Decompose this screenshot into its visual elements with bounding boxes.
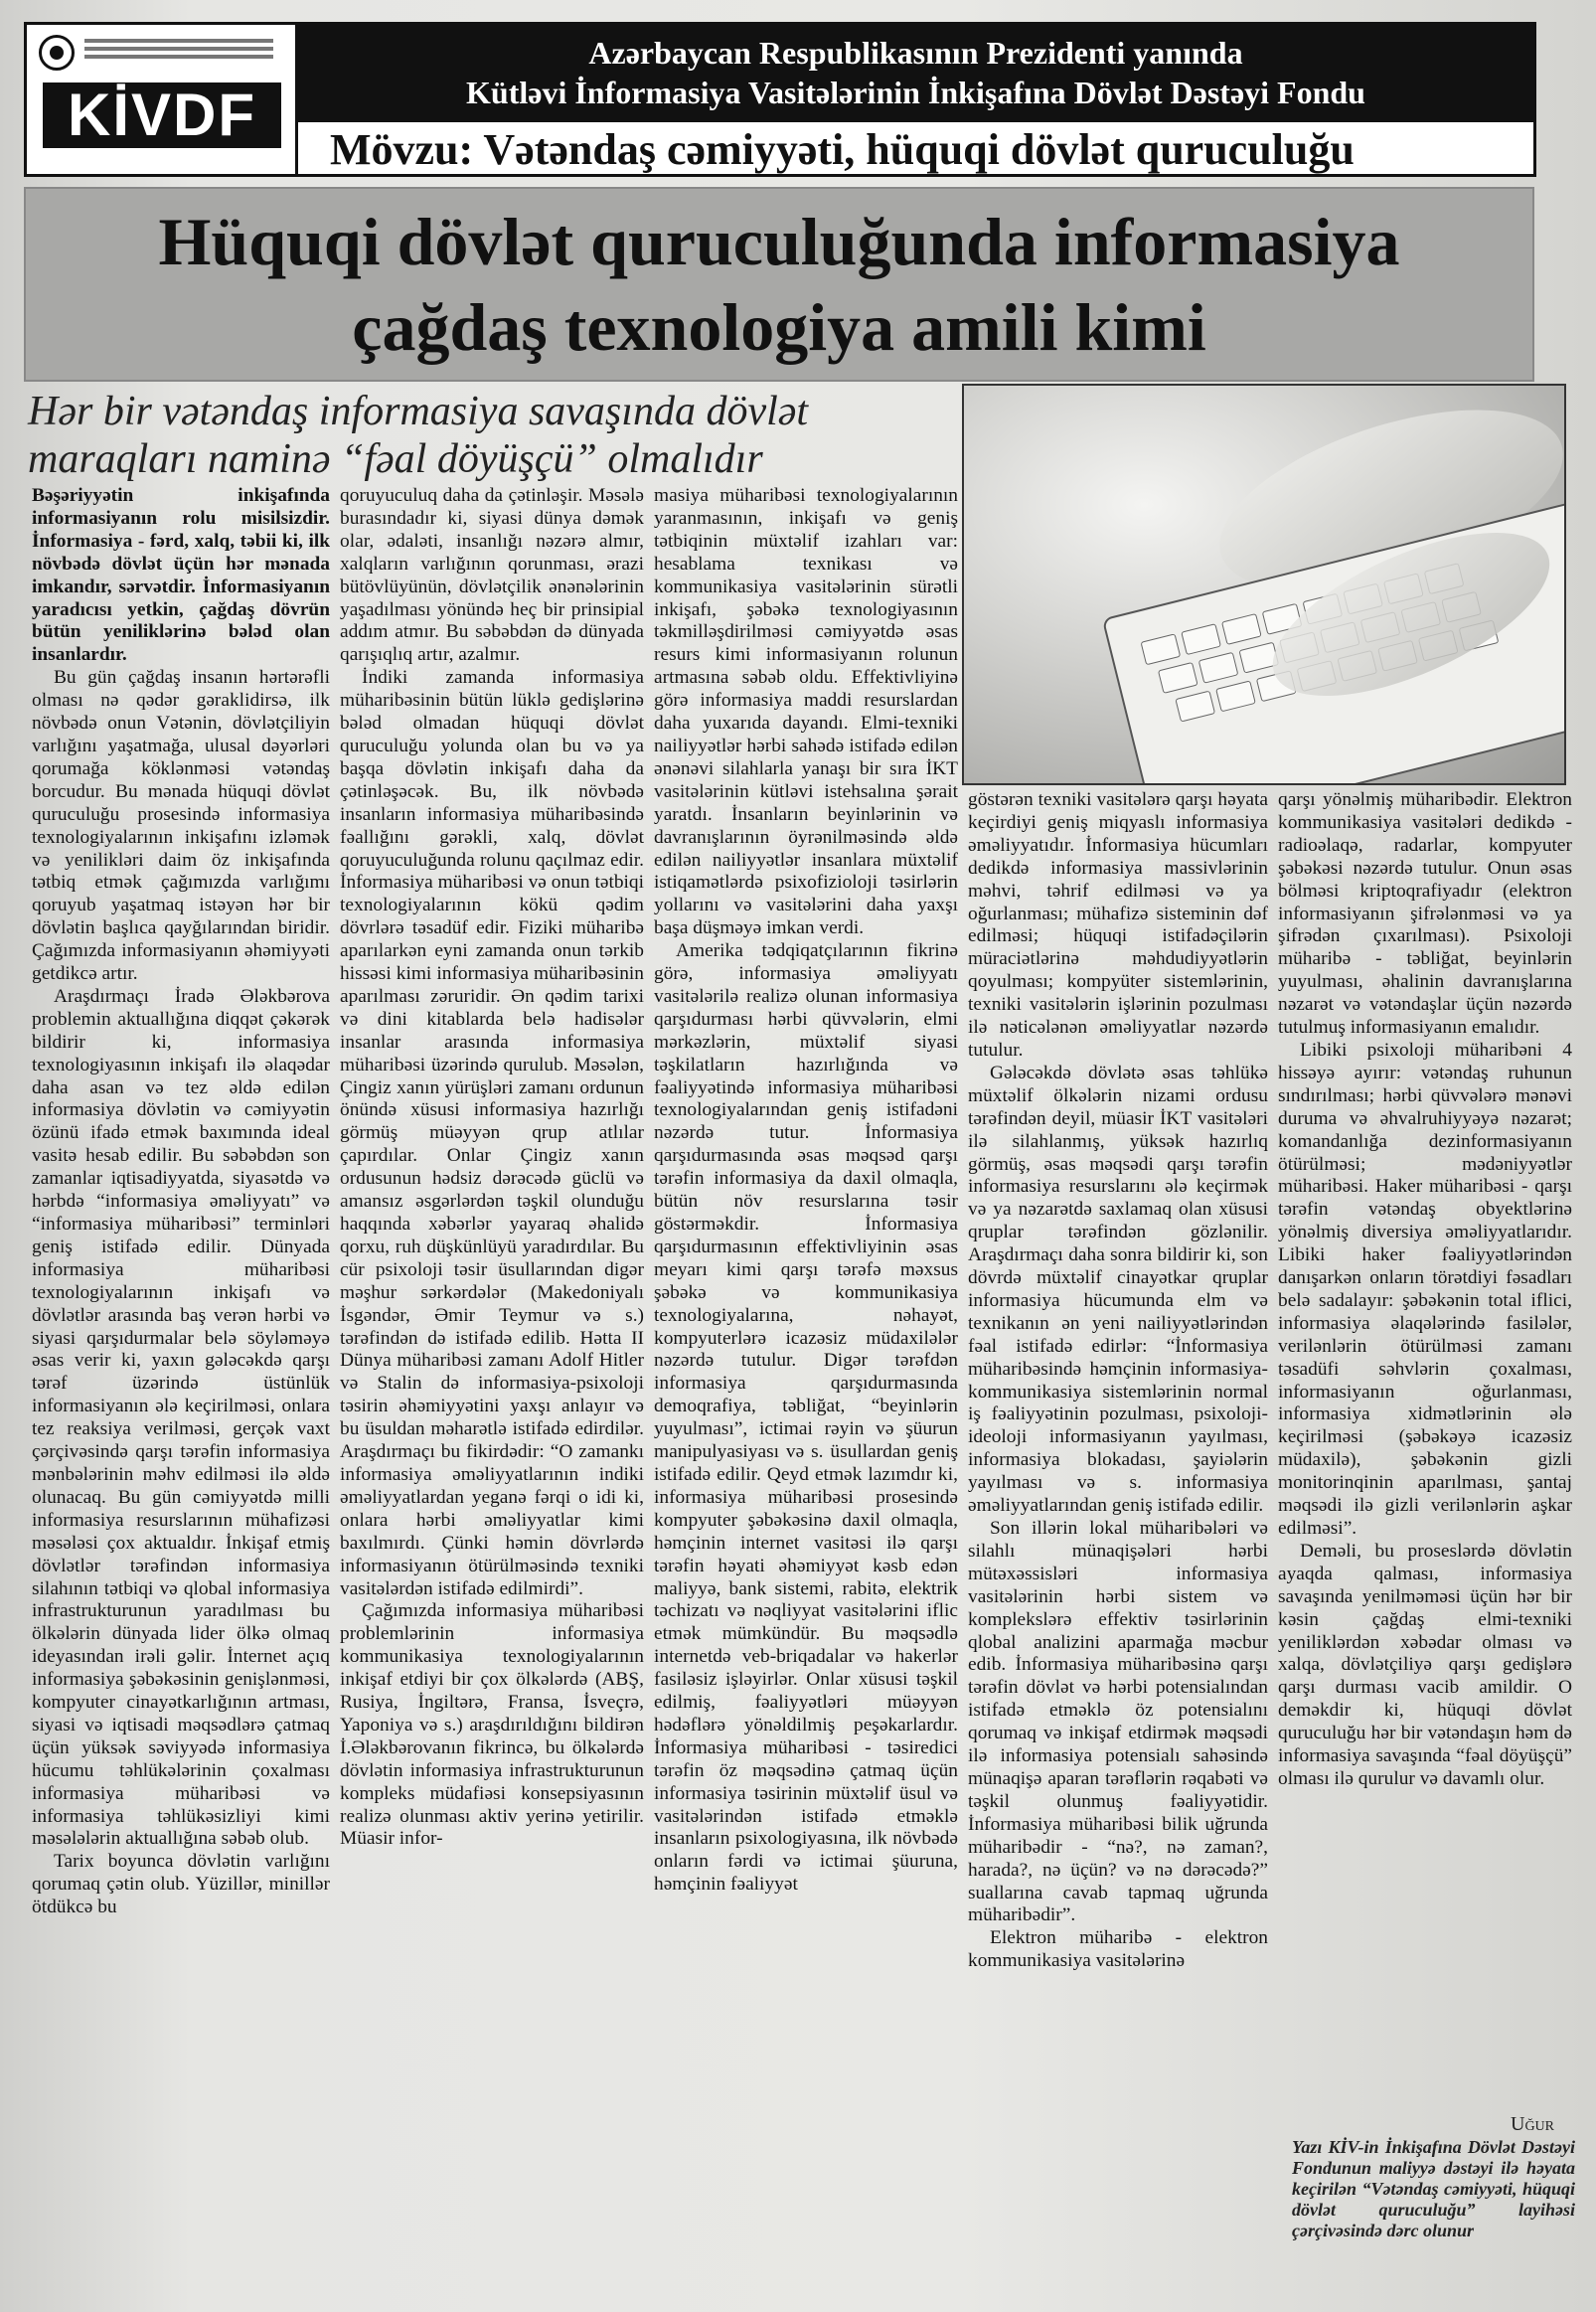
- column-3: [654, 485, 958, 1897]
- paragraph: qarşı yönəlmiş müharibədir. Elektron kommunikasiya vasitələri dedikdə - radioəlaqə, radarlar, kompyuter şəbəkəsi nəzərdə tutulur. Onun əsas bölməsi kriptoqrafiyadır (elektron informasiyanın şifrələnməsi və ya şifrədən çıxarılması). Psixoloji müharibə - təbliğat, beyinlərin yuyulması, əhalinin davranışlarına nəzarət və vətəndaşlar üçün nəzərdə tutulmuş informasiyanın emalıdır.: [1278, 789, 1572, 1039]
- logo-text: KİVDF: [43, 83, 281, 148]
- masthead: [24, 22, 1536, 177]
- headline: [26, 199, 1532, 370]
- paragraph: Tarix boyunca dövlətin varlığını qorumaq çətin olub. Yüzillər, minillər ötdükcə bu: [32, 1851, 330, 1918]
- fund-line-1: Azərbaycan Respublikasının Prezidenti yanında: [588, 35, 1243, 71]
- column-4: [968, 789, 1268, 1973]
- headline-line-1: Hüquqi dövlət quruculuğunda informasiya: [158, 204, 1400, 279]
- paragraph: Araşdırmaçı İradə Ələkbərova problemin aktuallığına diqqət çəkərək bildirir ki, informasiya texnologiyasının inkişafı ilə əlaqədar daha asan və tez əldə edilən informasiya dövlətin və cəmiyyətin özünü ifadə etmək baxımında ideal vasitə hesab edilir. Bu səbəbdən son zamanlar iqtisadiyyatda, siyasətdə və hərbdə “informasiya əməliyyatı” və “informasiya müharibəsi” terminləri geniş istifadə edilir. Dünyada informasiya müharibəsi texnologiyalarının inkişafı və dövlətlər arasında baş verən hərbi və siyasi qarşıdurmalar belə söyləməyə əsas verir ki, yaxın gələcəkdə qarşı tərəf üzərində üstünlük informasiyanın ələ keçirilməsi, onlara tez reaksiya verilməsi, gerçək vaxt çərçivəsində qarşı tərəfin informasiya mənbələrinin məhv edilməsi ilə əldə olunacaq. Bu gün cəmiyyətdə milli informasiya resurslarının mühafizəsi məsələsi çox aktualdır. İnkişaf etmiş dövlətlər tərəfindən informasiya silahının tətbiqi və qlobal informasiya infrastrukturunun yaradılması bu ölkələrin dünyada lider ölkə olmaq ideyasından irəli gəlir. İnternet açıq informasiya şəbəkəsinin genişlənməsi, kompyuter cinayətkarlığının artması, siyasi və iqtisadi məqsədlərə çatmaq üçün yüksək səviyyədə informasiya hücumu təhlükələrinin çoxalması informasiya müharibəsi və informasiya təhlükəsizliyi kimi məsələlərin aktuallığına səbəb olub.: [32, 985, 330, 1850]
- paragraph: Deməli, bu proseslərdə dövlətin ayaqda qalması, informasiya savaşında yenilməməsi üçün hər bir kəsin çağdaş elmi-texniki yeniliklərdən xəbədar olması və xalqa, dövlətçiliyə qarşı gedişlərə qarşı durması vacib amildir. O deməkdir ki, hüquqi dövlət quruculuğu hər bir vətəndaşın həm də informasiya savaşında “fəal döyüşçü” olması ilə qurulur və davamlı olur.: [1278, 1540, 1572, 1789]
- paragraph: Amerika tədqiqatçılarının fikrinə görə, informasiya əməliyyatı vasitələrilə realizə olunan informasiya qarşıdurması hərbi qüvvələrin, elmi mərkəzlərin, müxtəlif siyasi təşkilatların hazırlığında və fəaliyyətində informasiya müharibəsi texnologiyalarından geniş istifadəni nəzərdə tutur. İnformasiya qarşıdurmasında əsas məqsəd qarşı tərəfin informasiya da daxil olmaqla, bütün növ resurslarına təsir göstərməkdir. İnformasiya qarşıdurmasının effektivliyinin əsas meyarı kimi qarşı tərəfə məxsus şəbəkə və kommunikasiya texnologiyalarına, nəhayət, kompyuterlərə icazəsiz müdaxilələr nəzərdə tutulur. Digər tərəfdən informasiya qarşıdurmasında demoqrafiya, təbliğat, “beyinlərin yuyulması”, ictimai rəyin və şüurun manipulyasiyası və s. üsullardan geniş istifadə edilir. Qeyd etmək lazımdır ki, informasiya müharibəsi prosesində kompyuter şəbəkəsinə daxil olmaqla, həmçinin internet vasitəsi ilə qarşı tərəfin həyati əhəmiyyət kəsb edən maliyyə, bank sistemi, rabitə, elektrik təchizatı və nəqliyyat vasitələrini iflic etmək mümkündür. Bu məqsədlə internetdə veb-briqadalar və hakerlər fasiləsiz işləyirlər. Onlar xüsusi təşkil edilmiş, fəaliyyətləri müəyyən hədəflərə yönəldilmiş peşəkarlardır. İnformasiya müharibəsi - təsiredici tərəfin öz məqsədinə çatmaq üçün informasiya təsirinin müxtəlif üsul və vasitələrindən istifadə etməklə insanların psixologiyasına, ilk növbədə onların fərdi və ictimai şüuruna, həmçinin fəaliyyət: [654, 940, 958, 1896]
- headline-line-2: çağdaş texnologiya amili kimi: [352, 289, 1206, 365]
- kivdf-logo: [27, 25, 298, 174]
- fund-name: [298, 25, 1533, 119]
- subheadline: Hər bir vətəndaş informasiya savaşında dövlət maraqları naminə “fəal döyüşçü” olmalıdır: [28, 389, 809, 482]
- headline-box: [24, 187, 1534, 382]
- paragraph: göstərən texniki vasitələrə qarşı həyata keçirdiyi geniş miqyaslı informasiya əməliyyatıdır. İnformasiya hücumları dedikdə informasiya massivlərinin məhvi, təhrif edilməsi və ya oğurlanması; mühafizə sisteminin dəf edilməsi; hüquqi istifadəçilərin müraciətlərinə məhdudiyyətlərin qoyulması; kompyüter sistemlərinin, texniki vasitələrin işlərinin pozulması ilə nəticələnən əməliyyatlar nəzərdə tutulur.: [968, 789, 1268, 1061]
- column-1: [32, 485, 330, 1919]
- logo-small-print: [84, 39, 273, 69]
- paragraph: masiya müharibəsi texnologiyalarının yaranmasının, inkişafı və geniş tətbiqinin müxtəlif izahları var: hesablama texnikası və kommunikasiya vasitələrinin sürətli inkişafı, şəbəkə texnologiyasının təkmilləşdirilməsi cəmiyyətdə əsas resurs kimi informasiyanın rolunun artmasına səbəb oldu. Effektivliyinə görə informasiya maddi resurslardan daha yuxarıda dayandı. Elmi-texniki nailiyyətlər hərbi sahədə istifadə edilən ənənəvi silahlarla yanaşı bir sıra İKT vasitələrinin kütləvi istehsalına şərait yaratdı. İnsanların beyinlərinin və davranışlarının öyrənilməsində əldə edilən nailiyyətlər insanlara müxtəlif istiqamətlərdə psixofizioloji təsirlərin yollarını və vasitələrini daha yaxşı başa düşməyə imkan verdi.: [654, 485, 958, 939]
- paragraph: qoruyuculuq daha da çətinləşir. Məsələ burasındadır ki, siyasi dünya dəmək olar, ədaləti, insanlığı nəzərə almır, xalqların varlığının qorunması, ərazi bütövlüyünün, dövlətçilik ənənələrinin yaşadılması yönündə heç bir prinsipial addım atmır. Bu səbəbdən də dünyada qarışıqlıq artır, azalmır.: [340, 485, 644, 666]
- paragraph: İndiki zamanda informasiya müharibəsinin bütün lüklə gedişlərinə bələd olmadan hüquqi dövlət quruculuğu yolunda olan bu və ya başqa dövlətin inkişafı daha da çətinləşəcək. Bu, ilk növbədə insanların informasiya müharibəsində fəallığını gərəkli, xalq, dövlət qoruyuculuğunda rolunu qaçılmaz edir. İnformasiya müharibəsi və onun tətbiqi texnologiyalarının kökü qədim dövrlərə təsadüf edir. Fiziki müharibə aparılarkən eyni zamanda onun tərkib hissəsi kimi informasiya müharibəsinin aparılması zəruridir. Ən qədim tarixi və dini kitablarda belə hadisələr insanlar arasında informasiya müharibəsi üzərində qurulub. Məsələn, Çingiz xanın yürüşləri zamanı ordunun önündə xüsusi informasiya hazırlığı görmüş müəyyən qrup atlılar çapırdılar. Onlar Çingiz xanın ordusunun hədsiz dərəcədə güclü və amansız əsgərlərdən təşkil olunduğu haqqında xəbərlər yayaraq əhalidə qorxu, ruh düşkünlüyü yaradırdılar. Bu cür psixoloji təsir üsullarından digər məşhur sərkərdələr (Makedoniyalı İsgəndər, Əmir Teymur və s.) tərəfindən də istifadə edilib. Hətta II Dünya müharibəsi zamanı Adolf Hitler və Stalin də informasiya-psixoloji təsirin əhəmiyyətini yaxşı anlayır və bu üsuldan məharətlə istifadə edirdilər. Araşdırmaçı bu fikirdədir: “O zamankı informasiya əməliyyatlarının indiki əməliyyatlardan yeganə fərqi o idi ki, onlara hərbi əməliyyatlar kimi baxılmırdı. Çünki həmin dövrlərdə informasiyanın ötürülməsində texniki vasitələrdən istifadə edilmirdi”.: [340, 667, 644, 1599]
- paragraph: Elektron müharibə - elektron kommunikasiya vasitələrinə: [968, 1927, 1268, 1972]
- paragraph: Libiki psixoloji müharibəni 4 hissəyə ayırır: vətəndaş ruhunun sındırılması; hərbi qüvvələrə mənəvi duruma və əhvalruhiyyəyə nəzarət; komandanlığa dezinformasiyanın ötürülməsi; mədəniyyətlər müharibəsi. Haker müharibəsi - qarşı tərəfin vətəndaş obyektlərinə yönəlmiş diversiya əməliyyatlarıdır. Libiki haker fəaliyyətlərindən danışarkən onların törətdiyi fəsadları belə sadalayır: şəbəkənin total iflici, informasiya əlaqələrində fasilələr, verilənlərin ötürülməsi zamanı təsadüfi səhvlərin çoxalması, informasiyanın oğurlanması, informasiya xidmətlərinin ələ keçirilməsi (şəbəkəyə icazəsiz müdaxilə), şəbəkənin gizli monitorinqinin aparılması, şantaj məqsədi ilə gizli verilənlərin aşkar edilməsi”.: [1278, 1039, 1572, 1539]
- state-emblem-icon: [39, 35, 75, 71]
- paragraph: Gələcəkdə dövlətə əsas təhlükə müxtəlif ölkələrin nizami ordusu tərəfindən deyil, müasir İKT vasitələri ilə silahlanmış, yüksək hazırlıq görmüş, əsas məqsədi qarşı tərəfin informasiya resurslarını ələ keçirmək və ya nəzarətdə saxlamaq olan xüsusi qruplar tərəfindən gözlənilir. Araşdırmaçı daha sonra bildirir ki, son dövrdə müxtəlif cinayətkar qruplar informasiya hücumunda elm və texnikanın ən yeni nailiyyətlərindən fəal istifadə edirlər: “İnformasiya müharibəsində həmçinin informasiya-kommunikasiya sistemlərinin normal iş fəaliyyətinin pozulması, psixoloji-ideoloji informasiyanın yayılması, informasiya blokadası, şayiələrin yayılması və s. informasiya əməliyyatlarından geniş istifadə edilir.: [968, 1062, 1268, 1517]
- paragraph: Bu gün çağdaş insanın hərtərəfli olması nə qədər gəraklidirsə, ilk növbədə onun Vətənin, dövlətçiliyin varlığını yaşatmağa, ulusal dəyərləri qorumağa köklənməsi vətəndaş borcudur. Bu mənada hüquqi dövlət quruculuğu prosesində informasiya texnologiyalarının inkişafını izləmək və yenilikləri daim öz inkişafında tətbiq etmək çağımızda varlığımı qoruyub yaşatmaq istəyən hər bir dövlətin başlıca qayğılarından biridir. Çağımızda informasiyanın əhəmiyyəti getdikcə artır.: [32, 667, 330, 985]
- funding-footnote: Yazı KİV-in İnkişafına Dövlət Dəstəyi Fondunun maliyyə dəstəyi ilə həyata keçirilən “Vətəndaş cəmiyyəti, hüquqi dövlət quruculuğu” layihəsi çərçivəsində dərc olunur: [1292, 2137, 1575, 2240]
- topic-line: Mövzu: Vətəndaş cəmiyyəti, hüquqi dövlət quruculuğu: [298, 119, 1533, 174]
- paragraph: Çağımızda informasiya müharibəsi problemlərinin informasiya kommunikasiya texnologiyalarının inkişaf etdiyi bir çox ölkələrdə (ABŞ, Rusiya, İngiltərə, Fransa, İsveçrə, Yaponiya və s.) araşdırıldığını bildirən İ.Ələkbərovanın fikrincə, bu ölkələrdə dövlətin informasiya infrastrukturunun kompleks müdafiəsi konsepsiyasının realizə olunması aktiv yerinə yetirilir. Müasir infor-: [340, 1600, 644, 1850]
- paragraph: Son illərin lokal müharibələri və silahlı münaqişələri hərbi mütəxəssisləri informasiya vasitələrinin hərbi sistem və komplekslərə effektiv təsirlərinin qlobal analizini aparmağa məcbur edib. İnformasiya müharibəsinə qarşı tərəfin dövlət və hərbi potensialından istifadə etməklə öz potensialını qorumaq və inkişaf etdirmək məqsədi ilə informasiya potensialı sahəsində münaqişə aparan tərəflərin rəqabəti və təşkil olunmuş fəaliyyətidir. İnformasiya müharibəsi bilik uğrunda müharibədir - “nə?, nə zaman?, harada?, nə üçün? və nə dərəcədə?” suallarına cavab tapmaq uğrunda müharibədir”.: [968, 1518, 1268, 1926]
- author-signature: Uğur: [1511, 2113, 1555, 2135]
- keyboard-typing-photo: [962, 384, 1566, 785]
- lead-paragraph: Bəşəriyyətin inkişafında informasiyanın rolu misilsizdir. İnformasiya - fərd, xalq, təbii ki, ilk növbədə dövlət üçün hər mənada imkandır, sərvətdir. İnformasiyanın yaradıcısı yetkin, çağdaş dövrün bütün yeniliklərinə bələd olan insanlardır.: [32, 485, 330, 666]
- column-2: [340, 485, 644, 1851]
- fund-line-2: Kütləvi İnformasiya Vasitələrinin İnkişafına Dövlət Dəstəyi Fondu: [466, 75, 1365, 110]
- column-5: [1278, 789, 1572, 1791]
